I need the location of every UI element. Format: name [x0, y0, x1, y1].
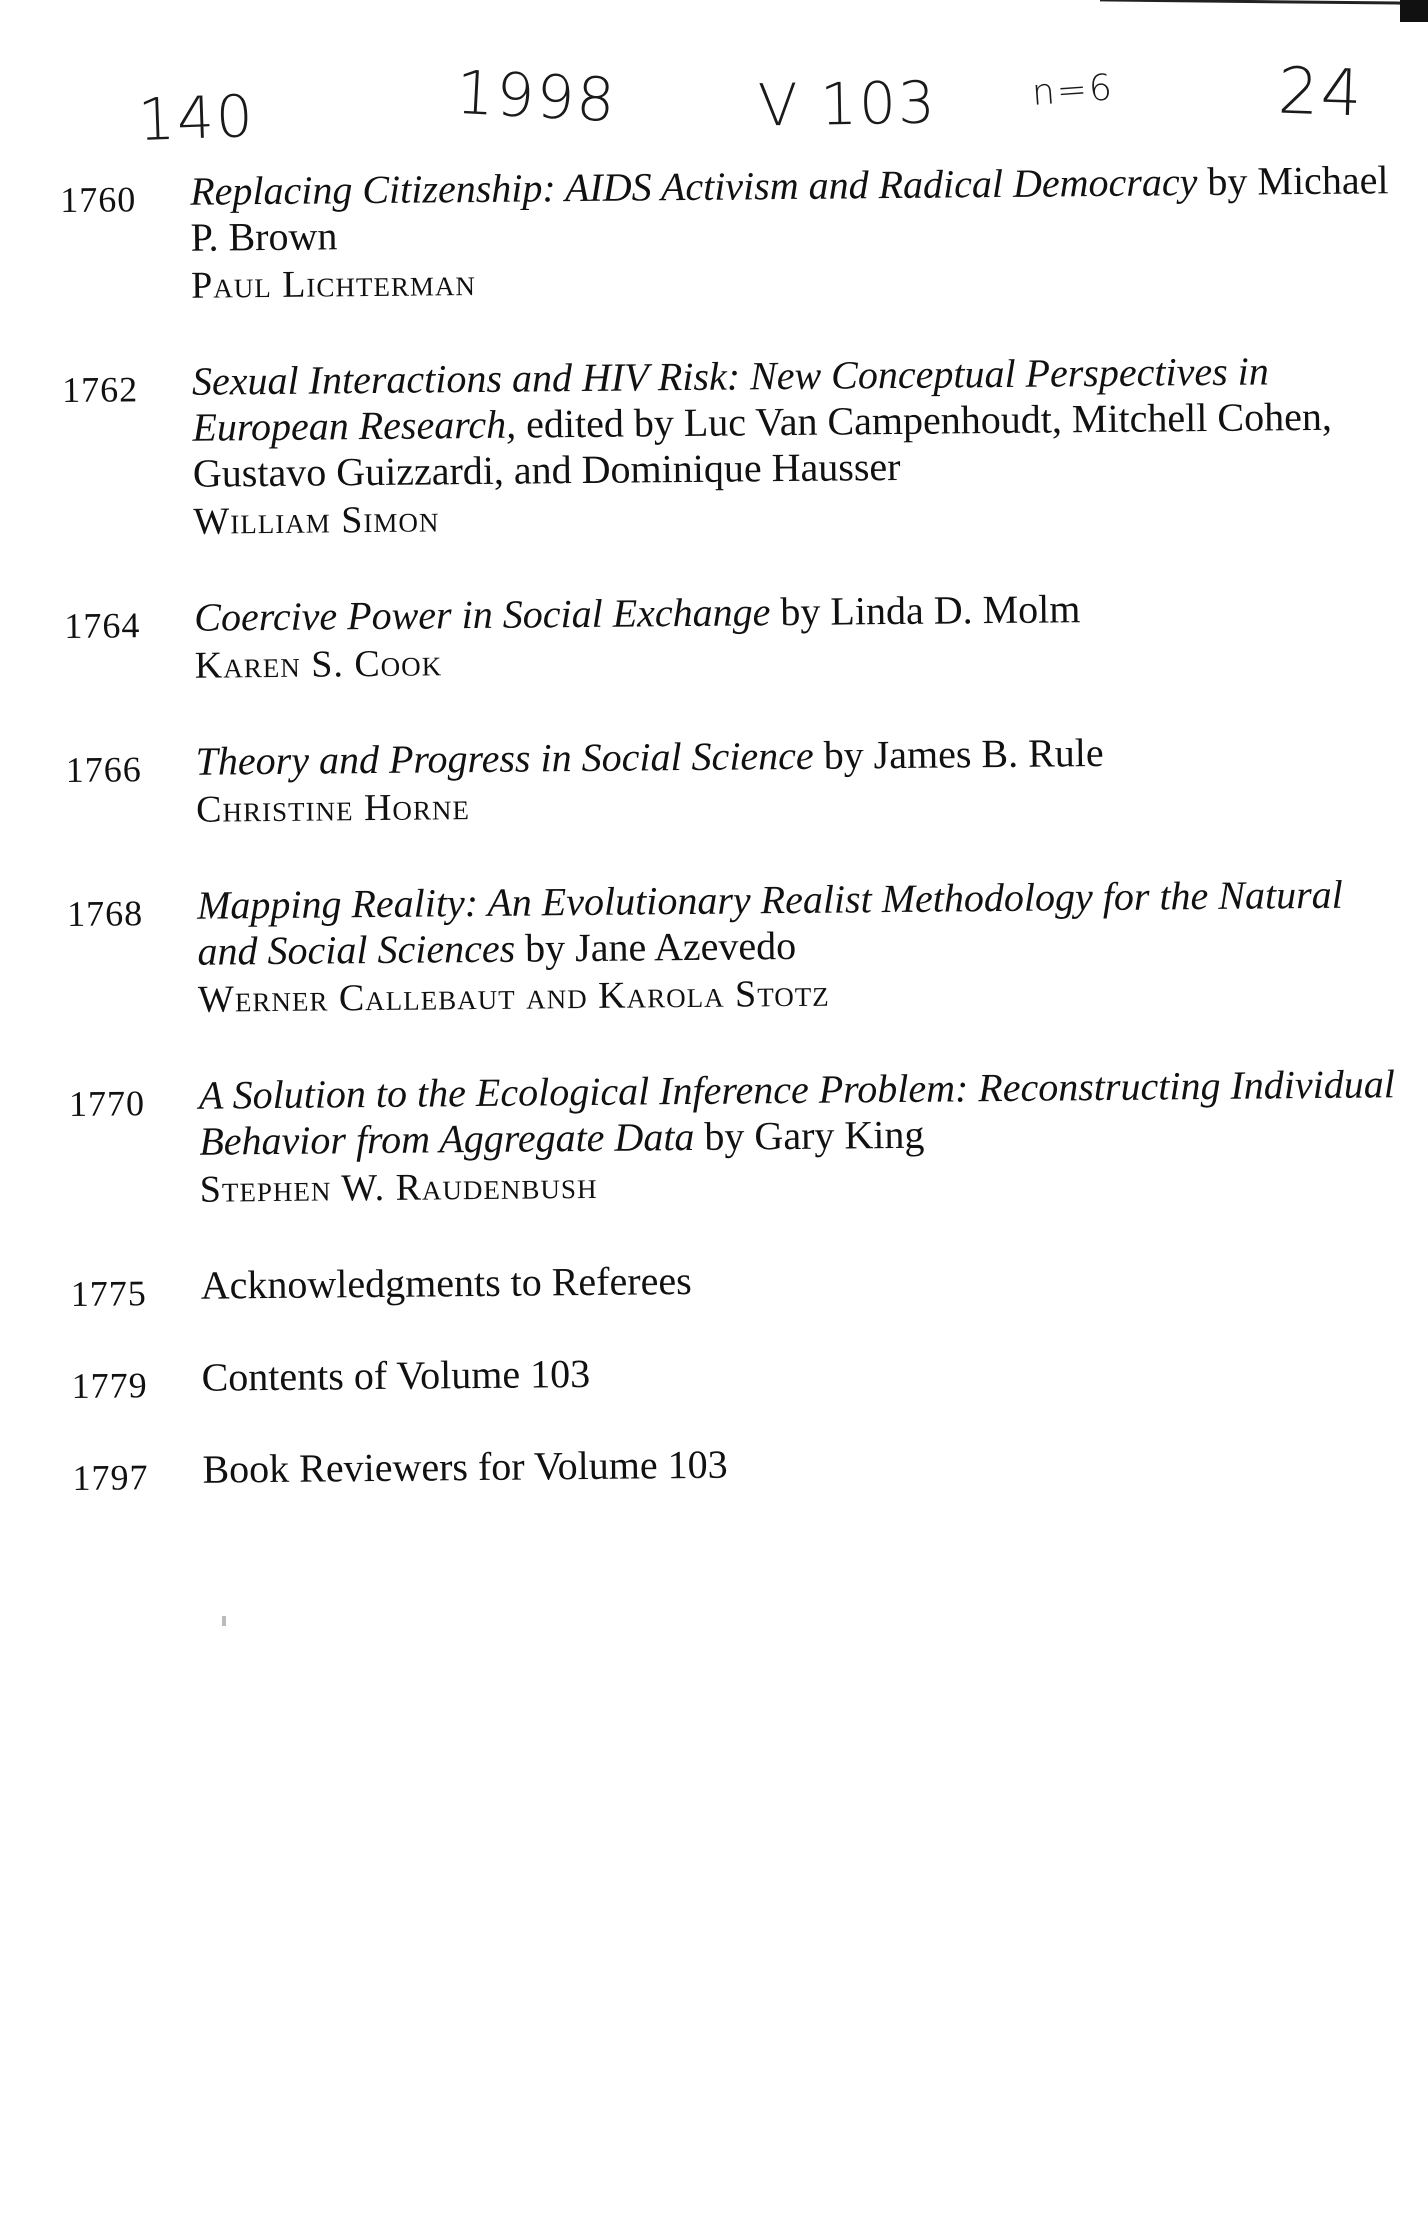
handwritten-note-1: 140 — [136, 81, 256, 155]
entry-text — [195, 727, 1406, 833]
book-author: by Gary King — [694, 1111, 925, 1159]
entry-text — [194, 583, 1405, 689]
reviewer-name: Stephen W. Raudenbush — [199, 1164, 598, 1211]
page-number: 1762 — [61, 369, 139, 410]
book-title: A Solution to the Ecological Inference Problem: Reconstructing Individual Behavior from Aggregate Data — [198, 1061, 1396, 1164]
book-author: by Michael P. Brown — [190, 157, 1389, 260]
toc-entry — [65, 727, 1406, 834]
page-number: 1779 — [71, 1365, 148, 1406]
handwritten-note-number: n=6 — [1030, 67, 1116, 114]
scan-edge-line — [1100, 0, 1400, 5]
book-title: Coercive Power in Social Exchange — [194, 589, 771, 640]
extra-label: Acknowledgments to Referees — [200, 1257, 692, 1308]
book-author: by Linda D. Molm — [770, 586, 1081, 635]
page-number: 1770 — [68, 1083, 146, 1124]
entry-text — [199, 1061, 1410, 1213]
toc-extra-entry — [72, 1435, 1412, 1502]
handwritten-annotations — [0, 56, 1428, 156]
book-author: edited by Luc Van Campenhoudt, Mitchell Cohen, Gustavo Guizzardi, and Dominique Hausser — [192, 393, 1333, 496]
reviewer-name: William Simon — [193, 498, 440, 543]
table-of-contents — [60, 157, 1413, 1540]
toc-entry — [69, 1061, 1410, 1214]
book-title: Sexual Interactions and HIV Risk: New Conceptual Perspectives in European Research, — [191, 348, 1269, 450]
page-number: 1768 — [66, 893, 144, 934]
book-title: Mapping Reality: An Evolutionary Realist Methodology for the Natural and Social Sciences — [196, 871, 1343, 974]
page-number: 1764 — [64, 605, 141, 646]
scan-edge-mark — [1400, 0, 1428, 22]
entry-text — [192, 347, 1404, 545]
toc-entry — [67, 871, 1408, 1024]
extra-label: Book Reviewers for Volume 103 — [202, 1441, 728, 1492]
handwritten-note-year: 1998 — [454, 57, 619, 137]
entry-text — [197, 871, 1408, 1023]
page-number: 1775 — [70, 1273, 147, 1314]
scan-speck — [222, 1616, 226, 1626]
book-title: Replacing Citizenship: AIDS Activism and Radical Democracy — [189, 159, 1198, 214]
entry-text — [190, 157, 1401, 309]
page-number: 1760 — [60, 179, 137, 220]
reviewer-name: Paul Lichterman — [190, 262, 477, 307]
page-number: 1766 — [65, 749, 142, 790]
handwritten-note-count: 24 — [1276, 54, 1365, 132]
reviewer-name: Karen S. Cook — [194, 642, 443, 687]
reviewer-name: Christine Horne — [195, 786, 471, 831]
toc-entry — [60, 157, 1401, 310]
toc-extra-entry — [71, 1251, 1411, 1318]
toc-entry — [64, 583, 1405, 690]
book-author: by Jane Azevedo — [514, 922, 797, 971]
handwritten-note-volume: V 103 — [757, 68, 938, 140]
book-title: Theory and Progress in Social Science — [195, 732, 814, 784]
page-number: 1797 — [72, 1457, 149, 1498]
extra-label: Contents of Volume 103 — [201, 1350, 591, 1400]
book-author: by James B. Rule — [813, 730, 1104, 778]
toc-entry — [62, 347, 1404, 546]
toc-extra-entry — [71, 1343, 1411, 1410]
reviewer-name: Werner Callebaut and Karola Stotz — [197, 972, 830, 1021]
